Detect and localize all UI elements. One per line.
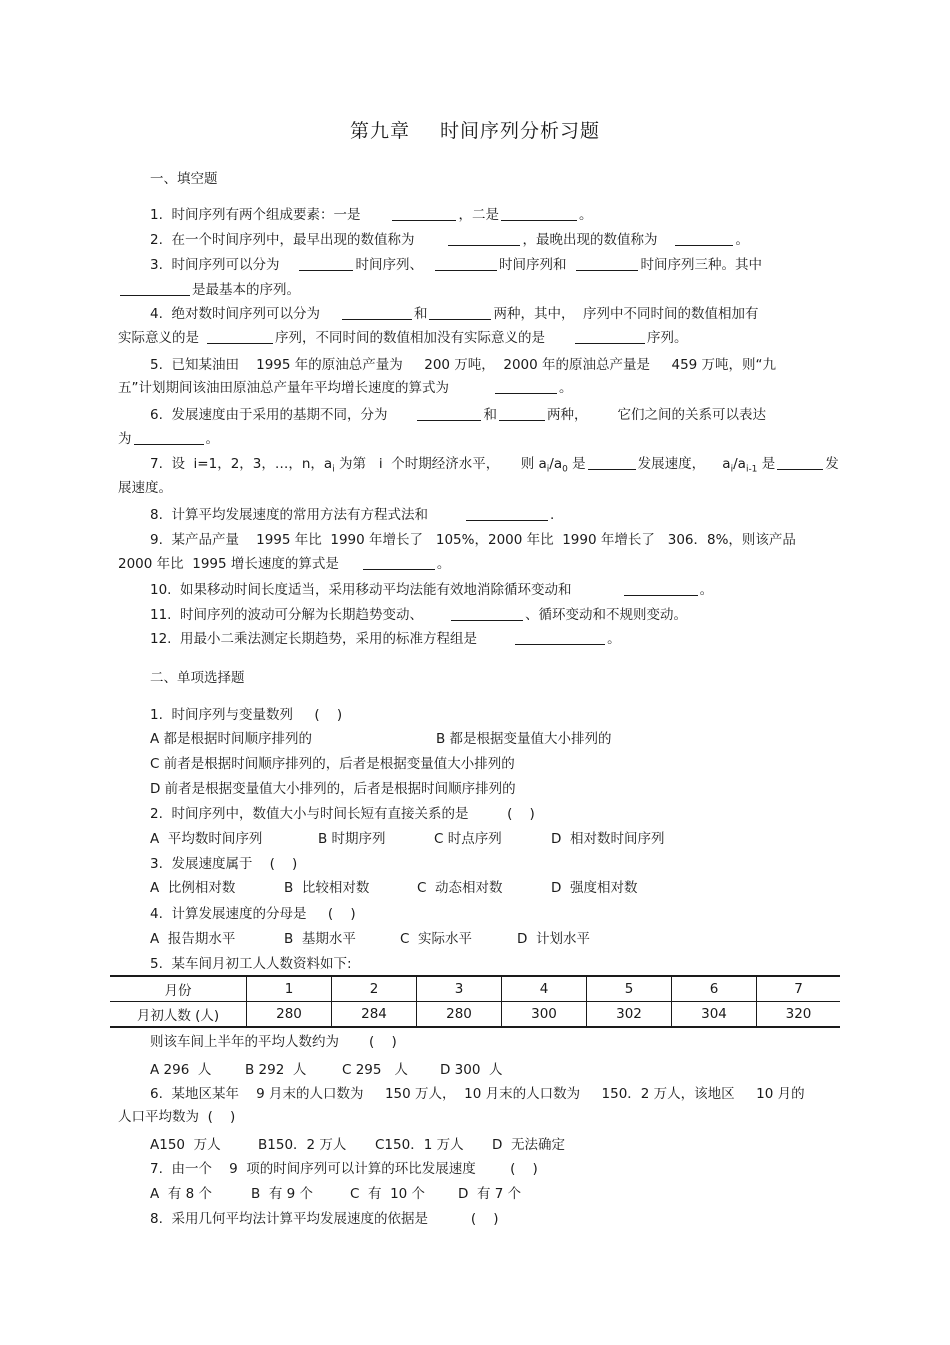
fill-q3-line1: 3. 时间序列可以分为 时间序列、 时间序列和 时间序列三种。其中 xyxy=(150,257,762,273)
choice-q1-option-a: A 都是根据时间顺序排列的 xyxy=(150,731,313,747)
choice-q7-stem: 7. 由一个 9 项的时间序列可以计算的环比发展速度 ( ) xyxy=(150,1161,538,1177)
fill-q4-line2: 实际意义的是 序列，不同时间的数值相加没有实际意义的是 序列。 xyxy=(118,330,688,346)
choice-q3-option-a: A 比例相对数 xyxy=(150,880,236,896)
fill-q7-line1: 7. 设 i=1，2，3，…，n，$a_i$ 为第 i 个时期经济水平， 则 $a_i/a_0$ 是 发展速度， $a_i/a_{i-1}$ 是 发 xyxy=(150,456,839,475)
blank xyxy=(576,256,638,271)
table-cell: 304 xyxy=(672,1002,757,1028)
choice-q2-option-b: B 时期序列 xyxy=(318,831,386,847)
blank xyxy=(495,379,557,394)
section-fill-blank-heading: 一、填空题 xyxy=(150,171,218,187)
table-cell: 300 xyxy=(502,1002,587,1028)
choice-q5-option-c: C 295 人 xyxy=(342,1062,408,1078)
choice-q2-option-a: A 平均数时间序列 xyxy=(150,831,263,847)
blank xyxy=(451,606,523,621)
choice-q5-option-a: A 296 人 xyxy=(150,1062,212,1078)
choice-q1-option-c: C 前者是根据时间顺序排列的，后者是根据变量值大小排列的 xyxy=(150,756,515,772)
fill-q4-line1: 4. 绝对数时间序列可以分为 和 两种，其中， 序列中不同时间的数值相加有 xyxy=(150,306,759,322)
fill-q9-line1: 9. 某产品产量 1995 年比 1990 年增长了 105%，2000 年比 1990 年增长了 306．8%，则该产品 xyxy=(150,532,796,548)
blank xyxy=(575,329,645,344)
table-cell: 月份 xyxy=(110,976,247,1002)
table-cell: 7 xyxy=(757,976,841,1002)
fill-q5-line1: 5. 已知某油田 1995 年的原油总产量为 200 万吨， 2000 年的原油总产量是 459 万吨，则“九 xyxy=(150,357,777,373)
choice-q5-question: 则该车间上半年的平均人数约为 ( ) xyxy=(150,1034,397,1050)
chapter-title: 时间序列分析习题 xyxy=(440,120,601,142)
choice-q7-option-d: D 有 7 个 xyxy=(458,1186,522,1202)
table-cell: 320 xyxy=(757,1002,841,1028)
choice-q5-option-b: B 292 人 xyxy=(245,1062,307,1078)
choice-q6-option-b: B150．2 万人 xyxy=(258,1137,347,1153)
blank xyxy=(134,430,204,445)
choice-q1-option-d: D 前者是根据变量值大小排列的，后者是根据时间顺序排列的 xyxy=(150,781,516,797)
choice-q6-option-d: D 无法确定 xyxy=(492,1137,565,1153)
fill-q6-line1: 6. 发展速度由于采用的基期不同，分为 和 两种， 它们之间的关系可以表达 xyxy=(150,407,767,423)
fill-q3-line2: 是最基本的序列。 xyxy=(118,281,300,299)
choice-q3-option-c: C 动态相对数 xyxy=(417,880,503,896)
table-cell: 4 xyxy=(502,976,587,1002)
fill-q7-line2: 展速度。 xyxy=(118,480,172,496)
choice-q4-option-d: D 计划水平 xyxy=(517,931,590,947)
choice-q3-option-d: D 强度相对数 xyxy=(551,880,638,896)
blank xyxy=(515,630,605,645)
blank xyxy=(777,455,823,470)
fill-q5-line2: 五”计划期间该油田原油总产量年平均增长速度的算式为 。 xyxy=(118,380,573,396)
section-single-choice-heading: 二、单项选择题 xyxy=(150,670,245,686)
blank xyxy=(499,406,545,421)
choice-q3-stem: 3. 发展速度属于 ( ) xyxy=(150,856,298,872)
choice-q4-option-c: C 实际水平 xyxy=(400,931,473,947)
choice-q7-option-b: B 有 9 个 xyxy=(251,1186,314,1202)
blank xyxy=(466,506,548,521)
choice-q4-option-a: A 报告期水平 xyxy=(150,931,236,947)
choice-q7-option-a: A 有 8 个 xyxy=(150,1186,212,1202)
choice-q2-option-d: D 相对数时间序列 xyxy=(551,831,665,847)
choice-q4-stem: 4. 计算发展速度的分母是 ( ) xyxy=(150,906,356,922)
choice-q8-stem: 8. 采用几何平均法计算平均发展速度的依据是 ( ) xyxy=(150,1211,499,1227)
blank xyxy=(448,231,520,246)
blank xyxy=(435,256,497,271)
blank xyxy=(501,206,577,221)
choice-q3-option-b: B 比较相对数 xyxy=(284,880,370,896)
blank xyxy=(675,231,733,246)
choice-q5-option-d: D 300 人 xyxy=(440,1062,503,1078)
blank xyxy=(392,206,456,221)
table-cell: 280 xyxy=(247,1002,332,1028)
blank xyxy=(299,256,353,271)
table-header-row xyxy=(110,976,840,1002)
choice-q1-stem: 1. 时间序列与变量数列 ( ) xyxy=(150,707,343,723)
table-cell: 5 xyxy=(587,976,672,1002)
choice-q4-option-b: B 基期水平 xyxy=(284,931,356,947)
blank xyxy=(624,581,698,596)
table-cell: 280 xyxy=(417,1002,502,1028)
table-row xyxy=(110,1002,840,1028)
blank xyxy=(588,455,636,470)
choice-q5-stem: 5. 某车间月初工人人数资料如下: xyxy=(150,956,352,972)
workers-table xyxy=(110,975,840,1028)
table-cell: 302 xyxy=(587,1002,672,1028)
fill-q2: 2. 在一个时间序列中，最早出现的数值称为 ，最晚出现的数值称为 。 xyxy=(150,232,749,248)
table-cell: 284 xyxy=(332,1002,417,1028)
blank xyxy=(363,555,435,570)
choice-q6-option-c: C150．1 万人 xyxy=(375,1137,464,1153)
table-cell: 1 xyxy=(247,976,332,1002)
page-title xyxy=(0,116,950,143)
table-cell: 2 xyxy=(332,976,417,1002)
table-cell: 3 xyxy=(417,976,502,1002)
choice-q7-option-c: C 有 10 个 xyxy=(350,1186,426,1202)
choice-q1-option-b: B 都是根据变量值大小排列的 xyxy=(436,731,612,747)
choice-q6-option-a: A150 万人 xyxy=(150,1137,221,1153)
choice-q2-option-c: C 时点序列 xyxy=(434,831,502,847)
blank xyxy=(120,281,190,296)
fill-q9-line2: 2000 年比 1995 增长速度的算式是 。 xyxy=(118,556,451,572)
blank xyxy=(207,329,273,344)
table-cell: 6 xyxy=(672,976,757,1002)
blank xyxy=(429,305,491,320)
blank xyxy=(417,406,481,421)
fill-q10: 10. 如果移动时间长度适当，采用移动平均法能有效地消除循环变动和 。 xyxy=(150,582,714,598)
chapter-number: 第九章 xyxy=(349,120,410,142)
choice-q6-line1: 6. 某地区某年 9 月末的人口数为 150 万人， 10 月末的人口数为 150．2 万人，该地区 10 月的 xyxy=(150,1086,805,1102)
choice-q6-line2: 人口平均数为 ( ) xyxy=(118,1109,236,1125)
fill-q11: 11. 时间序列的波动可分解为长期趋势变动、 、循环变动和不规则变动。 xyxy=(150,607,688,623)
fill-q12: 12. 用最小二乘法测定长期趋势，采用的标准方程组是 。 xyxy=(150,631,621,647)
fill-q6-line2: 为 。 xyxy=(118,431,219,447)
table-cell: 月初人数 (人) xyxy=(110,1002,247,1028)
blank xyxy=(342,305,412,320)
choice-q2-stem: 2. 时间序列中，数值大小与时间长短有直接关系的是 ( ) xyxy=(150,806,535,822)
fill-q1: 1. 时间序列有两个组成要素：一是 ，二是 。 xyxy=(150,207,593,223)
fill-q8: 8. 计算平均发展速度的常用方法有方程式法和 . xyxy=(150,507,555,523)
